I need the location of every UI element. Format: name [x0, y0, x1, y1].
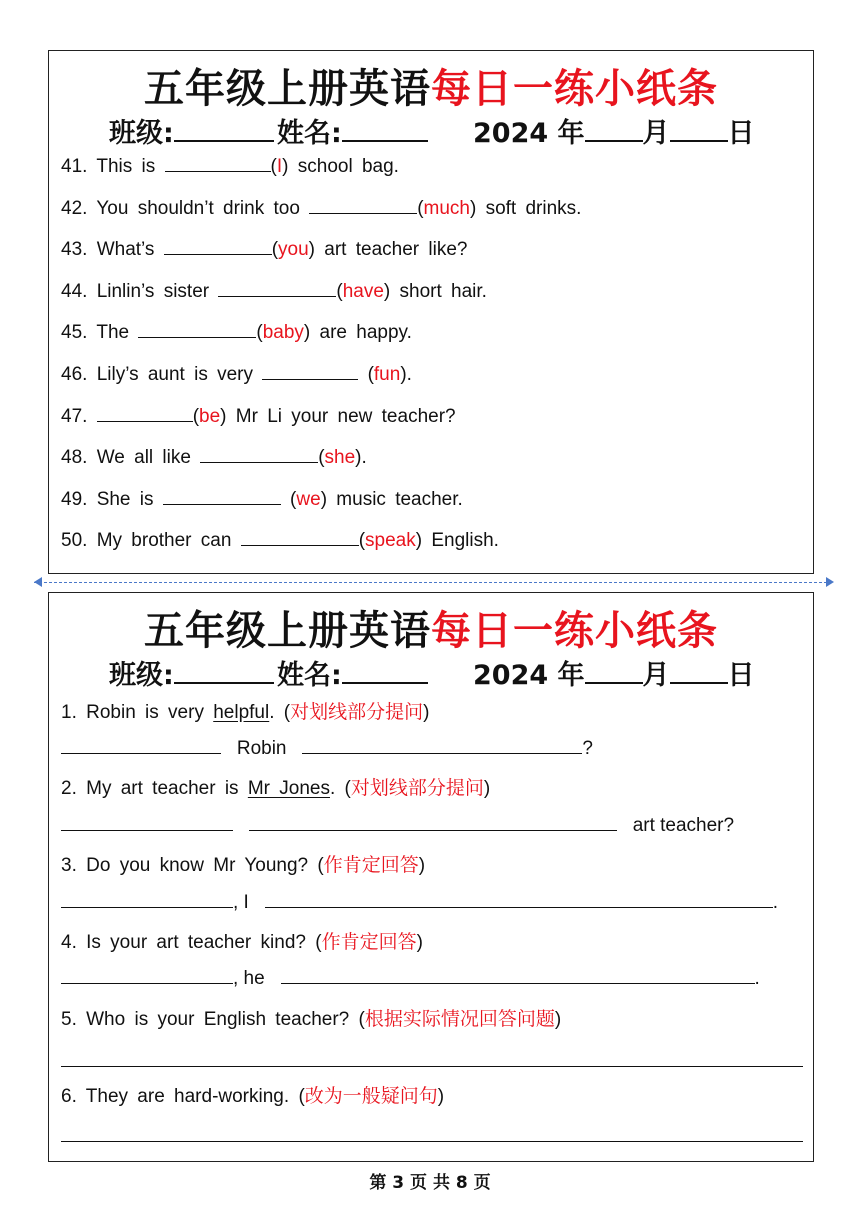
name-label: 姓名:	[277, 660, 342, 691]
question-3: 3. Do you know Mr Young? (作肯定回答)	[61, 855, 426, 876]
answer-line-1: Robin ?	[61, 735, 593, 761]
question-49: 49. She is (we) music teacher.	[61, 489, 463, 510]
month-field[interactable]	[585, 116, 643, 142]
answer-blank[interactable]	[138, 321, 256, 338]
answer-blank[interactable]	[200, 446, 318, 463]
question-43: 43. What’s (you) art teacher like?	[61, 239, 468, 260]
year-label: 2024 年	[473, 660, 585, 691]
question-50: 50. My brother can (speak) English.	[61, 530, 499, 551]
cut-line-divider	[34, 582, 832, 585]
class-label: 班级:	[109, 660, 174, 691]
month-label: 月	[642, 118, 670, 149]
question-48: 48. We all like (she).	[61, 447, 367, 468]
worksheet-card-2	[48, 592, 814, 1162]
month-field[interactable]	[585, 658, 643, 684]
arrow-right-icon	[826, 577, 834, 587]
student-info-row	[109, 111, 773, 151]
day-label: 日	[727, 660, 755, 691]
name-field[interactable]	[342, 116, 428, 142]
year-label: 2024 年	[473, 118, 585, 149]
answer-blank[interactable]	[164, 238, 272, 255]
question-42: 42. You shouldn’t drink too (much) soft drinks.	[61, 198, 582, 219]
answer-line-3: , I .	[61, 889, 778, 915]
page-number: 第 3 页 共 8 页	[369, 1173, 491, 1193]
answer-line-2: art teacher?	[61, 812, 734, 838]
answer-blank[interactable]	[165, 155, 271, 172]
class-field[interactable]	[174, 658, 274, 684]
answer-blank[interactable]	[265, 889, 773, 908]
class-label: 班级:	[109, 118, 174, 149]
month-label: 月	[642, 660, 670, 691]
answer-blank[interactable]	[262, 363, 358, 380]
question-46: 46. Lily’s aunt is very (fun).	[61, 364, 412, 385]
answer-line-4: , he .	[61, 965, 760, 991]
answer-line-5[interactable]	[61, 1066, 803, 1067]
answer-blank[interactable]	[61, 965, 233, 984]
answer-blank[interactable]	[309, 197, 417, 214]
worksheet-title: 五年级上册英语每日一练小纸条	[144, 66, 718, 112]
answer-line-6[interactable]	[61, 1141, 803, 1142]
question-1: 1. Robin is very helpful. (对划线部分提问)	[61, 702, 430, 723]
day-label: 日	[727, 118, 755, 149]
answer-blank[interactable]	[163, 488, 281, 505]
question-41: 41. This is (I) school bag.	[61, 156, 399, 177]
student-info-row	[109, 653, 773, 693]
day-field[interactable]	[670, 116, 728, 142]
answer-blank[interactable]	[249, 812, 617, 831]
answer-blank[interactable]	[241, 529, 359, 546]
question-4: 4. Is your art teacher kind? (作肯定回答)	[61, 932, 423, 953]
answer-blank[interactable]	[97, 405, 193, 422]
answer-blank[interactable]	[218, 280, 336, 297]
answer-blank[interactable]	[302, 735, 582, 754]
answer-blank[interactable]	[61, 812, 233, 831]
question-6: 6. They are hard-working. (改为一般疑问句)	[61, 1086, 445, 1107]
worksheet-card-1	[48, 50, 814, 574]
worksheet-title: 五年级上册英语每日一练小纸条	[144, 608, 718, 654]
answer-blank[interactable]	[61, 889, 233, 908]
question-5: 5. Who is your English teacher? (根据实际情况回答问题)	[61, 1009, 562, 1030]
question-45: 45. The (baby) are happy.	[61, 322, 412, 343]
name-field[interactable]	[342, 658, 428, 684]
day-field[interactable]	[670, 658, 728, 684]
question-44: 44. Linlin’s sister (have) short hair.	[61, 281, 487, 302]
answer-blank[interactable]	[281, 965, 755, 984]
answer-blank[interactable]	[61, 735, 221, 754]
question-2: 2. My art teacher is Mr Jones. (对划线部分提问)	[61, 778, 491, 799]
arrow-left-icon	[34, 577, 42, 587]
class-field[interactable]	[174, 116, 274, 142]
question-47: 47. (be) Mr Li your new teacher?	[61, 406, 456, 427]
name-label: 姓名:	[277, 118, 342, 149]
